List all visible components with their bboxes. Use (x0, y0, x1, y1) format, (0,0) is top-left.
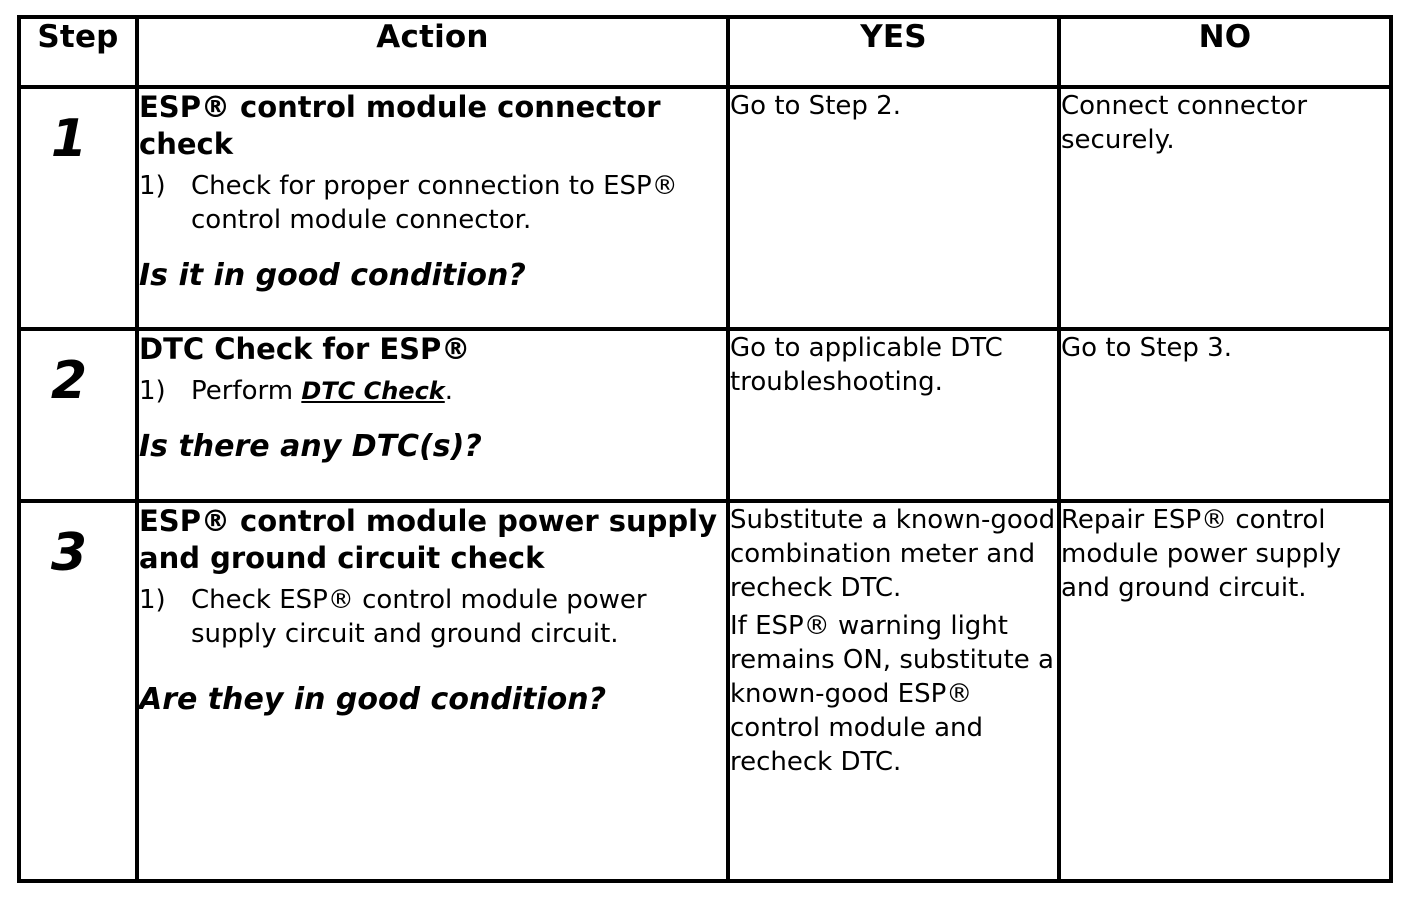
no-cell (1059, 501, 1391, 881)
action-step-marker: 1) (139, 171, 166, 201)
dtc-check-link[interactable]: DTC Check (301, 377, 445, 405)
table-row (19, 87, 1391, 329)
table-header-row (19, 17, 1391, 87)
yes-text: Substitute a known-good combination meter and recheck DTC. (730, 505, 1056, 603)
action-question: Is it in good condition? (139, 258, 526, 293)
action-title: DTC Check for ESP® (139, 332, 471, 366)
yes-text: Go to applicable DTC troubleshooting. (730, 333, 1003, 397)
table-row (19, 329, 1391, 501)
action-steps (139, 583, 726, 651)
yes-cell (728, 329, 1059, 501)
step-cell (19, 501, 137, 881)
table-row (19, 501, 1391, 881)
no-text: Connect connector securely. (1061, 91, 1308, 155)
action-step-text: Check ESP® control module power supply circuit and ground circuit. (191, 585, 647, 649)
action-steps (139, 374, 726, 408)
action-cell (137, 87, 728, 329)
no-cell (1059, 329, 1391, 501)
yes-cell (728, 501, 1059, 881)
yes-text: If ESP® warning light remains ON, substitute a known-good ESP® control module and recheck DTC. (730, 611, 1054, 777)
troubleshooting-table (17, 15, 1393, 883)
action-step-marker: 1) (139, 376, 166, 406)
step-cell (19, 87, 137, 329)
action-question: Is there any DTC(s)? (139, 429, 482, 464)
action-title: ESP® control module power supply and ground circuit check (139, 504, 717, 575)
action-title: ESP® control module connector check (139, 90, 661, 161)
yes-text: Go to Step 2. (730, 91, 901, 121)
action-steps (139, 169, 726, 237)
action-step-text-before: Perform (191, 376, 302, 406)
no-cell (1059, 87, 1391, 329)
action-step-item (139, 374, 726, 408)
step-number: 3 (50, 523, 88, 583)
action-step-text-after: . (444, 376, 454, 406)
yes-cell (728, 87, 1059, 329)
header-step: Step (19, 17, 137, 87)
action-cell (137, 329, 728, 501)
header-no: NO (1059, 17, 1391, 87)
action-step-item (139, 169, 726, 237)
action-step-item (139, 583, 726, 651)
header-action: Action (137, 17, 728, 87)
action-step-marker: 1) (139, 585, 166, 615)
no-text: Repair ESP® control module power supply and ground circuit. (1061, 505, 1341, 603)
action-cell (137, 501, 728, 881)
header-yes: YES (728, 17, 1059, 87)
no-text: Go to Step 3. (1061, 333, 1232, 363)
action-question: Are they in good condition? (139, 682, 607, 717)
step-number: 2 (50, 351, 88, 411)
step-cell (19, 329, 137, 501)
action-step-text: Check for proper connection to ESP® control module connector. (191, 171, 678, 235)
step-number: 1 (50, 109, 88, 169)
